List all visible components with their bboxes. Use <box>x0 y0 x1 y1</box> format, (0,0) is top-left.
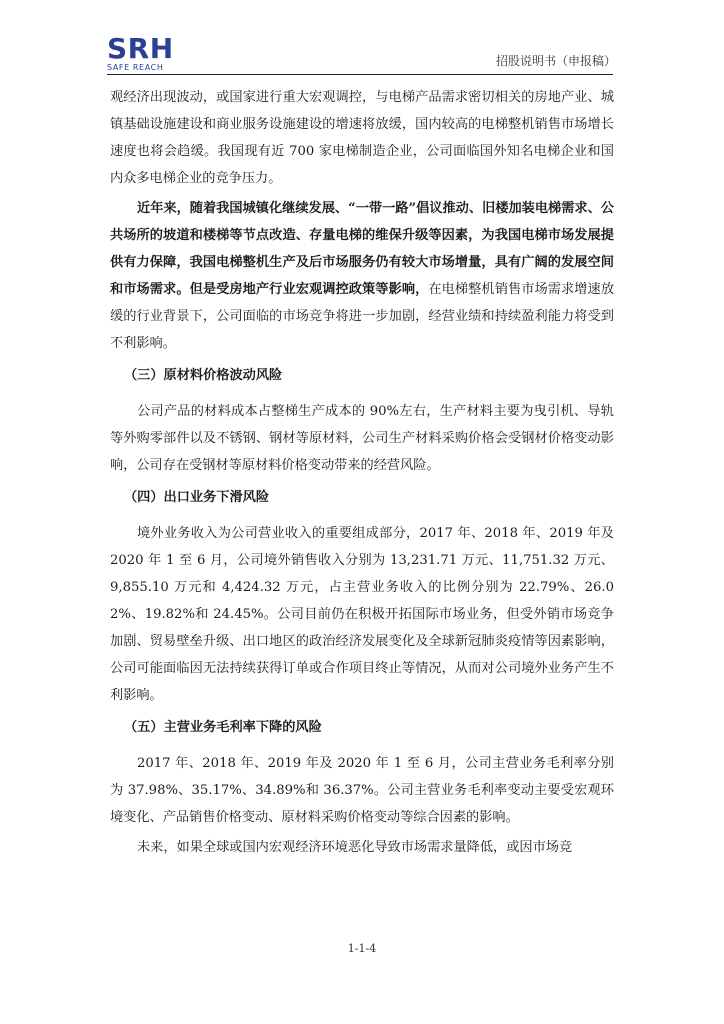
page-number: 1-1-4 <box>347 942 377 955</box>
document-title: 招股说明书（申报稿） <box>495 54 616 68</box>
document-body <box>110 84 614 864</box>
paragraph-export: 境外业务收入为公司营业收入的重要组成部分，2017 年、2018 年、2019 年及 2020 年 1 至 6 月，公司境外销售收入分别为 13,231.71 万元、11,751.32 万元、9,855.10 万元和 4,424.32 万元，占主营业务收入的比例分别为 22.79%、26.02%、19.82%和 24.45%。公司目前仍在积极开拓国际市场业务，但受外销市场竞争加剧、贸易壁垒升级、出口地区的政治经济发展变化及全球新冠肺炎疫情等因素影响，公司可能面临因无法持续获得订单或合作项目终止等情况，从而对公司境外业务产生不利影响。 <box>110 526 614 703</box>
section-heading-export: （四）出口业务下滑风险 <box>124 490 270 505</box>
section-heading-gross-margin: （五）主营业务毛利率下降的风险 <box>124 720 322 735</box>
paragraph-bold-lead: 近年来，随着我国城镇化继续发展、“一带一路”倡议推动、旧楼加装电梯需求、公共场所的坡道和楼梯等节点改造、存量电梯的维保升级等因素，为我国电梯市场发展提供有力保障，我国电梯整机生产及后市场服务仍有较大市场增量，具有广阔的发展空间和市场需求。但是受房地产行业宏观调控政策等影响， <box>110 201 614 297</box>
paragraph-raw-materials: 公司产品的材料成本占整梯生产成本的 90%左右，生产材料主要为曳引机、导轨等外购零部件以及不锈钢、钢材等原材料，公司生产材料采购价格会受钢材价格变动影响，公司存在受钢材等原材料价格变动带来的经营风险。 <box>110 404 614 473</box>
logo-wordmark: SRH <box>107 32 174 65</box>
header-divider <box>107 74 613 75</box>
section-heading-raw-materials: （三）原材料价格波动风险 <box>124 368 283 383</box>
paragraph-future: 未来，如果全球或国内宏观经济环境恶化导致市场需求量降低，或因市场竞 <box>137 840 573 855</box>
paragraph-rest: 在电梯整机销售市场需求增速放缓的行业背景下，公司面临的市场竞争将进一步加剧，经营业绩和持续盈利能力将受到不利影响。 <box>110 282 615 351</box>
paragraph-continued: 观经济出现波动，或国家进行重大宏观调控，与电梯产品需求密切相关的房地产业、城镇基础设施建设和商业服务设施建设的增速将放缓，国内较高的电梯整机销售市场增长速度也将会趋缓。我国现有近 700 家电梯制造企业，公司面临国外知名电梯企业和国内众多电梯企业的竞争压力。 <box>110 90 614 186</box>
paragraph-market-outlook <box>110 195 614 357</box>
logo-tagline: SAFE REACH <box>107 63 164 72</box>
paragraph-gross-margin: 2017 年、2018 年、2019 年及 2020 年 1 至 6 月，公司主营业务毛利率分别为 37.98%、35.17%、34.89%和 36.37%。公司主营业务毛利率变动主要受宏观环境变化、产品销售价格变动、原材料采购价格变动等综合因素的影响。 <box>110 756 614 825</box>
company-logo <box>107 32 187 72</box>
